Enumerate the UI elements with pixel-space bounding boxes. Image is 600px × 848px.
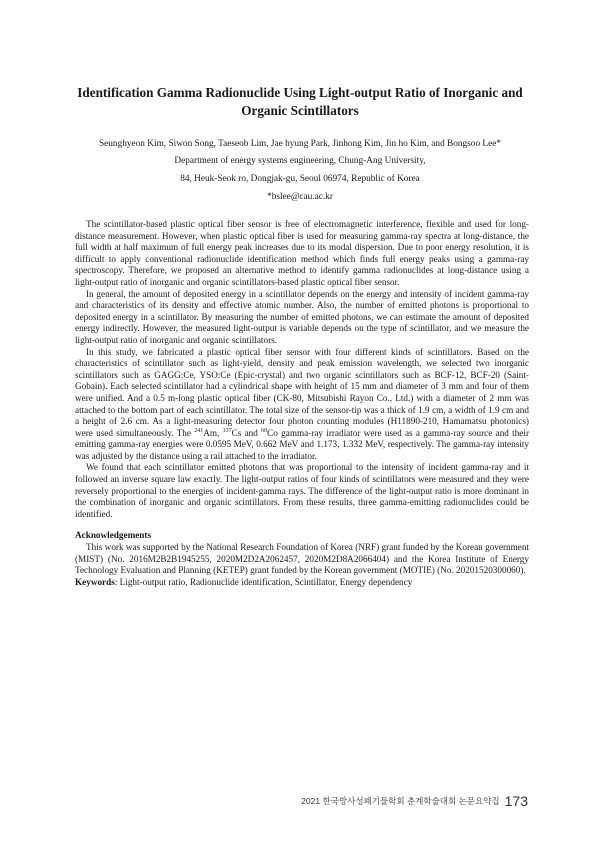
affiliation-line-2: 84, Heuk-Seok ro, Dongjak-gu, Seoul 06974, Republic of Korea xyxy=(180,174,420,184)
paragraph-3-part-2: gamma-ray irradiator were used as a gamma-ray source and their emitting gamma-ray energies were 0.0595 MeV, 0.662 MeV and 1.173, 1.332 MeV, respectively. The gamma-ray intensity was adjusted by the distance using a rail attached to the irradiator. xyxy=(75,427,529,461)
keywords-label: Keywords xyxy=(75,576,115,587)
keywords-line xyxy=(75,577,529,589)
paragraph-4: We found that each scintillator emitted photons that was proportional to the intensity of incident gamma-ray and it followed an inverse square law exactly. The light-output ratios of four kinds of scintillators were measured and they were reversely proportional to the energies of incident-gamma rays. The difference of the light-output ratio is more dominant in the combination of inorganic and organic scintillators. From these results, three gamma-emitting radionuclides could be identified. xyxy=(75,462,529,519)
isotope-co-symbol: Co xyxy=(267,427,278,438)
corresponding-email: *bslee@cau.ac.kr xyxy=(267,192,333,202)
isotope-co-mass: 60 xyxy=(261,427,268,434)
page-number: 173 xyxy=(504,792,528,809)
keywords-text: : Light-output ratio, Radionuclide identification, Scintillator, Energy dependency xyxy=(114,576,413,587)
isotope-am-mass: 241 xyxy=(194,427,204,434)
isotope-am-symbol: Am, xyxy=(203,427,223,438)
paragraph-3-part-1: In this study, we fabricated a plastic optical fiber sensor with four different kinds of scintillators. Based on the characteristics of scintillator such as light-yield, density and peak emission wavelength, we selected two inorganic scintillators such as GAGG:Ce, YSO:Ce (Epic-crystal) and two organic scintillators such as BCF-12, BCF-20 (Saint-Gobain). Each selected scintillator had a cylindrical shape with height of 15 mm and diameter of 3 mm and four of them were unified. And a 0.5 m-long plastic optical fiber (CK-80, Mitsubishi Rayon Co., Ltd.) with a diameter of 2 mm was attached to the bottom part of each scintillator. The total size of the sensor-tip was a thick of 1.9 cm, a width of 1.9 cm and a height of 2.6 cm. As a light-measuring detector four photon counting modules (H11890-210, Hamamatsu photonics) were used simultaneously. The xyxy=(75,346,529,438)
paragraph-2: In general, the amount of deposited energy in a scintillator depends on the energy and intensity of incident gamma-ray and characteristics of its density and effective atomic number. Also, the number of emitted photons is proportional to deposited energy in a scintillator. By measuring the number of emitted photons, we can estimate the amount of deposited energy indirectly. However, the measured light-output is variable depends on the type of scintillator, and we measure the light-output ratio of inorganic and organic scintillators. xyxy=(75,288,529,345)
isotope-cs-mass: 137 xyxy=(222,427,232,434)
paragraph-1: The scintillator-based plastic optical fiber sensor is free of electromagnetic interference, flexible and used for long-distance measurement. However, when plastic optical fiber is used for measuring gamma-ray spectra at long-distance, the full width at half maximum of full energy peak increases due to its modal dispersion. Due to poor energy resolution, it is difficult to apply conventional radionuclide identification method which finds full energy peaks using a gamma-ray spectroscopy. Therefore, we proposed an alternative method to identify gamma radionuclides at long-distance using a light-output ratio of inorganic and organic scintillators-based plastic optical fiber sensor. xyxy=(75,219,529,287)
abstract-body xyxy=(75,219,529,588)
isotope-cs-symbol: Cs and xyxy=(231,427,262,438)
proceedings-title: 2021 한국방사성폐기물학회 춘계학술대회 논문요약집 xyxy=(301,795,500,806)
author-list: Seunghyeon Kim, Siwon Song, Taeseob Lim, Jae hyung Park, Jinhong Kim, Jin ho Kim, and Bongsoo Lee* xyxy=(98,139,502,149)
acknowledgements-text: This work was supported by the National Research Foundation of Korea (NRF) grant funded by the Korean government (MIST) (No. 2016M2B2B1945255, 2020M2D2A2062457, 2020M2D8A2066404) and the Korea Institute of Energy Technology Evaluation and Planning (KETEP) grant funded by the Korean government (MOTIE) (No. 20201520300060). xyxy=(75,542,529,576)
page-footer xyxy=(301,792,528,810)
acknowledgements-heading: Acknowledgements xyxy=(75,530,152,541)
affiliation-line-1: Department of energy systems engineering, Chung-Ang University, xyxy=(174,156,426,166)
paragraph-3 xyxy=(75,347,529,463)
paper-title: Identification Gamma Radionuclide Using Light-output Ratio of Inorganic and Organic Scintillators xyxy=(77,85,523,118)
